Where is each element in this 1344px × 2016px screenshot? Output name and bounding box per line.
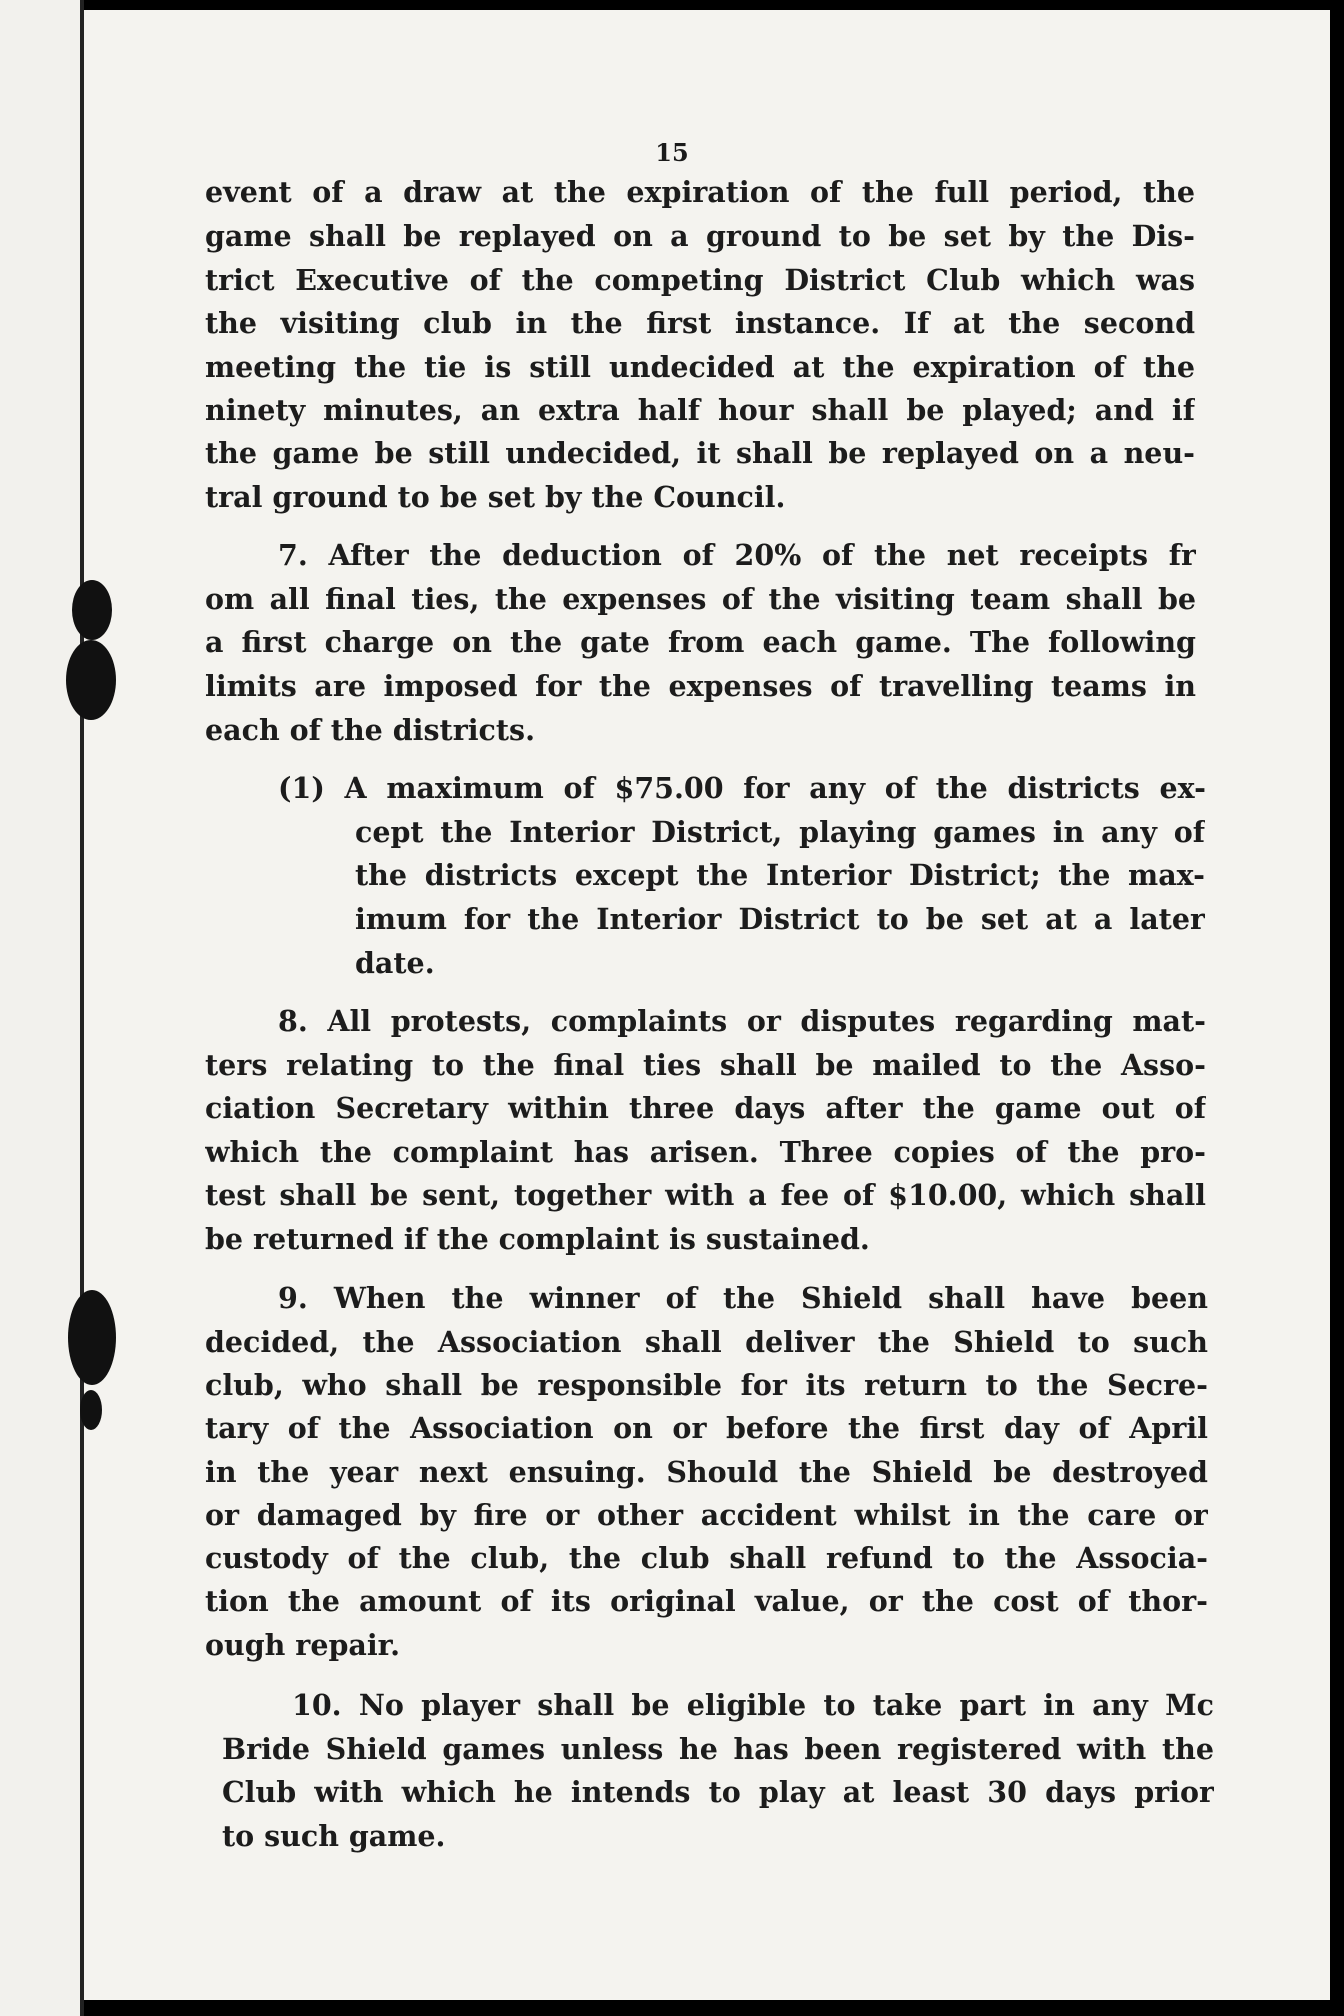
- text-line: trict Executive of the competing District Club which was: [205, 263, 1195, 297]
- ink-stain: [80, 1390, 102, 1430]
- text-line: ninety minutes, an extra half hour shall be played; and if: [205, 393, 1195, 427]
- text-line: Bride Shield games unless he has been registered with the: [222, 1732, 1214, 1766]
- text-line: ters relating to the final ties shall be mailed to the Asso-: [205, 1048, 1206, 1082]
- text-line: om all final ties, the expenses of the visiting team shall be: [205, 582, 1196, 616]
- text-line: limits are imposed for the expenses of travelling teams in: [205, 669, 1196, 703]
- text-line: tary of the Association on or before the first day of April: [205, 1411, 1208, 1445]
- text-line: imum for the Interior District to be set at a later: [355, 902, 1205, 936]
- text-line: each of the districts.: [205, 713, 536, 747]
- text-line: in the year next ensuing. Should the Shield be destroyed: [205, 1455, 1208, 1489]
- text-line: test shall be sent, together with a fee of $10.00, which shall: [205, 1178, 1206, 1212]
- ink-stain: [66, 640, 116, 720]
- text-line: cept the Interior District, playing games in any of: [355, 815, 1205, 849]
- text-line: 7. After the deduction of 20% of the net receipts fr: [278, 538, 1196, 572]
- text-line: be returned if the complaint is sustained.: [205, 1222, 870, 1256]
- text-line: ough repair.: [205, 1628, 400, 1662]
- text-line: date.: [355, 946, 435, 980]
- text-line: the game be still undecided, it shall be replayed on a neu-: [205, 436, 1195, 470]
- text-line: or damaged by fire or other accident whilst in the care or: [205, 1498, 1208, 1532]
- text-line: Club with which he intends to play at least 30 days prior: [222, 1775, 1214, 1809]
- binding-edge: [80, 0, 84, 2016]
- text-line: decided, the Association shall deliver the Shield to such: [205, 1325, 1208, 1359]
- text-line: tion the amount of its original value, or the cost of thor-: [205, 1584, 1208, 1618]
- text-line: the districts except the Interior District; the max-: [355, 858, 1205, 892]
- text-line: the visiting club in the first instance. If at the second: [205, 306, 1195, 340]
- text-line: 9. When the winner of the Shield shall have been: [278, 1281, 1208, 1315]
- text-line: meeting the tie is still undecided at the expiration of the: [205, 350, 1195, 384]
- text-line: custody of the club, the club shall refund to the Associa-: [205, 1541, 1208, 1575]
- ink-stain: [72, 580, 112, 640]
- ink-stain: [68, 1290, 116, 1385]
- text-line: tral ground to be set by the Council.: [205, 480, 786, 514]
- text-line: to such game.: [222, 1819, 446, 1853]
- text-line: 10. No player shall be eligible to take part in any Mc: [292, 1688, 1214, 1722]
- text-line: (1) A maximum of $75.00 for any of the districts ex-: [278, 771, 1206, 805]
- text-line: which the complaint has arisen. Three copies of the pro-: [205, 1135, 1206, 1169]
- text-line: ciation Secretary within three days after the game out of: [205, 1091, 1206, 1125]
- page-number: 15: [655, 138, 689, 167]
- text-line: 8. All protests, complaints or disputes regarding mat-: [278, 1004, 1206, 1038]
- text-line: a first charge on the gate from each game. The following: [205, 625, 1196, 659]
- text-line: club, who shall be responsible for its return to the Secre-: [205, 1368, 1208, 1402]
- left-margin: [0, 0, 80, 2016]
- text-line: event of a draw at the expiration of the full period, the: [205, 175, 1195, 209]
- text-line: game shall be replayed on a ground to be set by the Dis-: [205, 219, 1195, 253]
